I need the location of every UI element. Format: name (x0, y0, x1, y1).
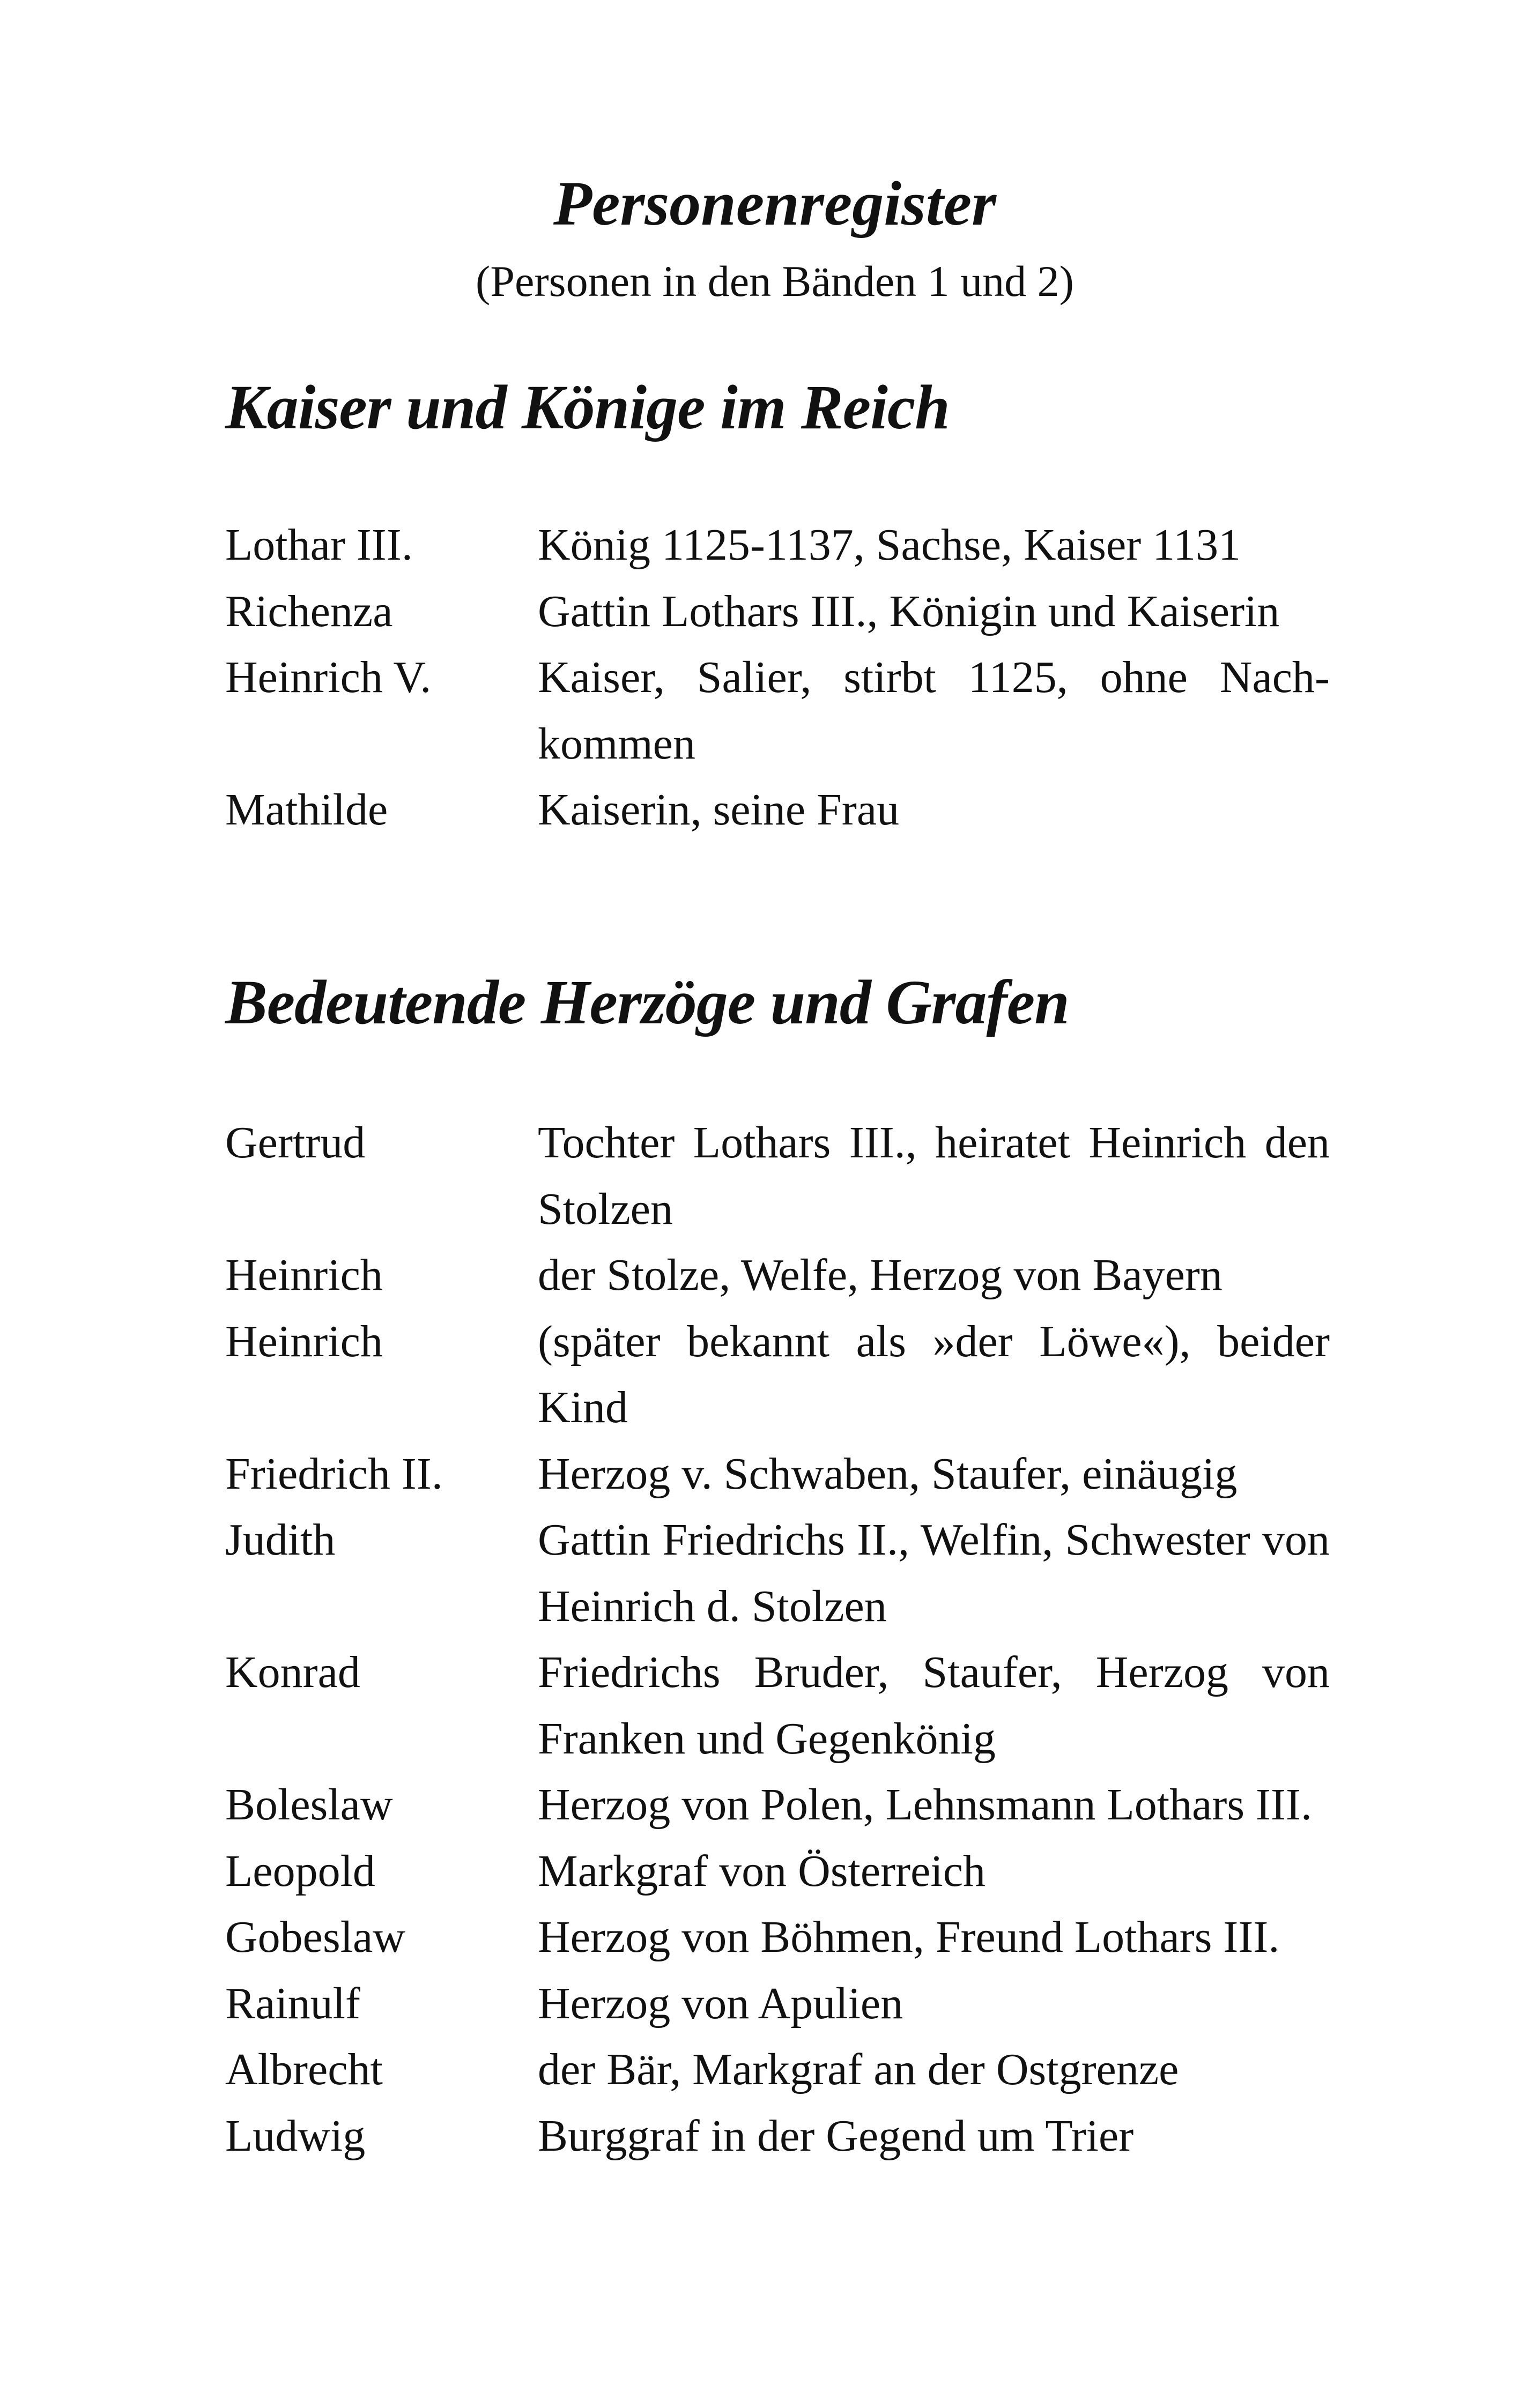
entry-list-kaiser-koenige (225, 512, 1330, 843)
entry-description: Kaiserin, seine Frau (538, 785, 900, 835)
entry-description: Burggraf in der Gegend um Trier (538, 2110, 1134, 2161)
register-entry (225, 777, 1330, 843)
entry-name: Gertrud (225, 1118, 366, 1168)
entry-name: Albrecht (225, 2045, 383, 2094)
register-entry (225, 1639, 1330, 1772)
entry-name: Heinrich V. (225, 652, 432, 702)
entry-name: Rainulf (225, 1978, 360, 2028)
entry-name: Leopold (225, 1846, 375, 1896)
register-entry (225, 2037, 1330, 2103)
entry-name: Gobeslaw (225, 1912, 405, 1962)
register-entry (225, 1309, 1330, 1441)
page-subtitle: (Personen in den Bänden 1 und 2) (476, 257, 1074, 306)
section-heading-herzoege-grafen: Bedeutende Herzöge und Grafen (225, 967, 1069, 1037)
entry-name: Friedrich II. (225, 1448, 443, 1499)
entry-name: Judith (225, 1515, 336, 1565)
register-entry (225, 1441, 1330, 1507)
register-entry (225, 512, 1330, 578)
register-entry (225, 578, 1330, 645)
entry-description: Herzog von Polen, Lehnsmann Lothars III. (538, 1780, 1312, 1830)
entry-description: (später bekannt als »der Löwe«), beider Kind (538, 1316, 1330, 1432)
entry-description: Friedrichs Bruder, Staufer, Herzog von Franken und Gegenkönig (538, 1647, 1330, 1764)
entry-name: Konrad (225, 1647, 360, 1697)
register-entry (225, 1242, 1330, 1309)
entry-description: Herzog von Apulien (538, 1978, 903, 2028)
register-entry (225, 2103, 1330, 2169)
entry-name: Richenza (225, 586, 393, 636)
entry-name: Mathilde (225, 785, 388, 835)
register-entry (225, 1904, 1330, 1971)
register-entry (225, 1110, 1330, 1242)
entry-description: Gattin Lothars III., Königin und Kaiserin (538, 586, 1280, 636)
entry-description: der Stolze, Welfe, Herzog von Bayern (538, 1250, 1222, 1300)
entry-name: Boleslaw (225, 1780, 393, 1830)
entry-description: Markgraf von Österreich (538, 1846, 986, 1896)
entry-name: Heinrich (225, 1250, 383, 1300)
entry-description: Gattin Friedrichs II., Welfin, Schwester von Heinrich d. Stolzen (538, 1515, 1330, 1631)
register-entry (225, 1971, 1330, 2037)
entry-description: Herzog von Böhmen, Freund Lothars III. (538, 1912, 1280, 1962)
entry-description: Tochter Lothars III., heiratet Heinrich den Stolzen (538, 1118, 1330, 1234)
entry-name: Heinrich (225, 1316, 383, 1366)
entry-name: Lothar III. (225, 520, 413, 570)
page-title: Personenregister (553, 168, 996, 239)
register-entry (225, 1507, 1330, 1639)
register-entry (225, 1772, 1330, 1838)
entry-description: Kaiser, Salier, stirbt 1125, ohne Nachkommen (538, 652, 1330, 769)
section-heading-kaiser-koenige: Kaiser und Könige im Reich (225, 372, 950, 442)
entry-description: Herzog v. Schwaben, Staufer, einäugig (538, 1448, 1238, 1499)
register-entry (225, 1838, 1330, 1905)
entry-name: Ludwig (225, 2110, 366, 2161)
register-entry (225, 644, 1330, 777)
entry-description: König 1125-1137, Sachse, Kaiser 1131 (538, 520, 1241, 570)
entry-description: der Bär, Markgraf an der Ostgrenze (538, 2045, 1179, 2094)
entry-list-herzoege-grafen (225, 1110, 1330, 2169)
